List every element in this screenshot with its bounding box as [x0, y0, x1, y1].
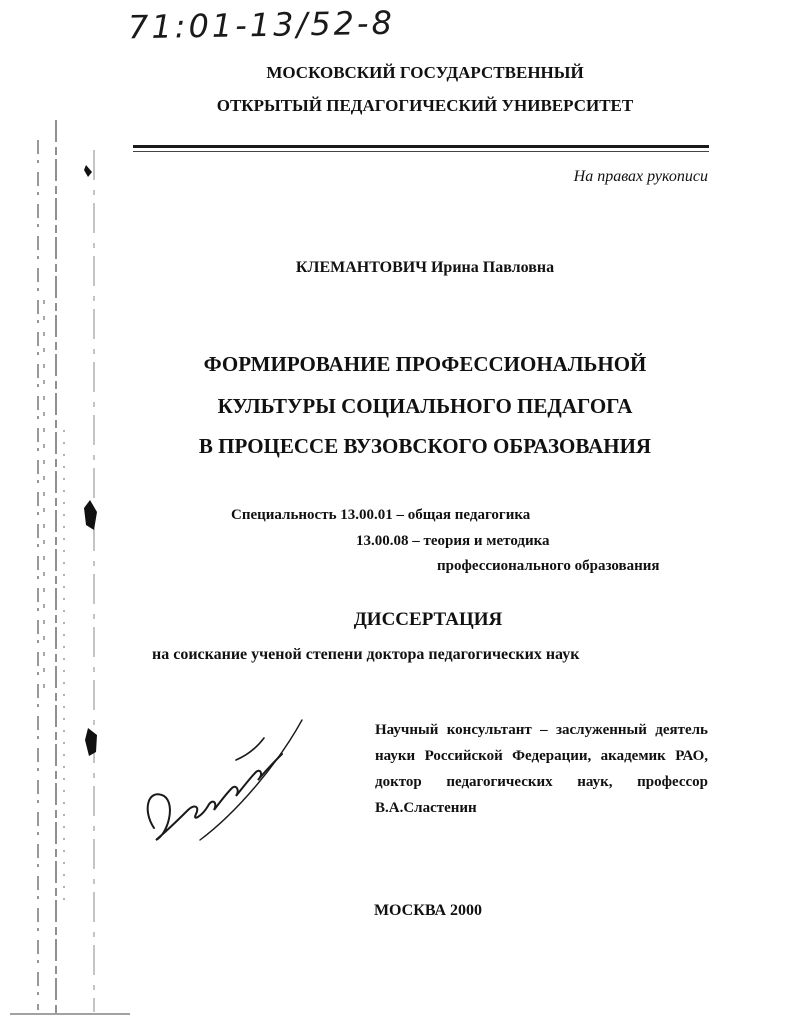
dissertation-subtitle: на соискание ученой степени доктора педагогических наук — [152, 646, 580, 663]
thesis-title-line-1: ФОРМИРОВАНИЕ ПРОФЕССИОНАЛЬНОЙ — [203, 352, 647, 376]
thesis-title-line-3: В ПРОЦЕССЕ ВУЗОВСКОГО ОБРАЗОВАНИЯ — [198, 434, 652, 458]
manuscript-rights-note: На правах рукописи — [573, 168, 708, 185]
scan-margin-marks — [0, 0, 130, 1021]
specialty-line-1: Специальность 13.00.01 – общая педагогика — [231, 507, 531, 523]
dissertation-heading: ДИССЕРТАЦИЯ — [353, 609, 503, 630]
specialty-line-2: 13.00.08 – теория и методика — [356, 533, 550, 549]
specialty-line-3: профессионального образования — [437, 558, 660, 574]
header-rule-thin — [133, 151, 709, 152]
place-and-year: МОСКВА 2000 — [373, 902, 483, 919]
author-name: КЛЕМАНТОВИЧ Ирина Павловна — [295, 259, 555, 276]
thesis-title-line-2: КУЛЬТУРЫ СОЦИАЛЬНОГО ПЕДАГОГА — [217, 394, 633, 418]
university-name-line-2: ОТКРЫТЫЙ ПЕДАГОГИЧЕСКИЙ УНИВЕРСИТЕТ — [216, 96, 634, 115]
shelfmark-number: 71:01-13/52-8 — [127, 3, 396, 47]
handwritten-signature — [140, 710, 310, 850]
university-name-line-1: МОСКОВСКИЙ ГОСУДАРСТВЕННЫЙ — [266, 63, 584, 82]
header-rule-thick — [133, 145, 709, 148]
scientific-consultant: Научный консультант – заслуженный деятель науки Российской Федерации, академик РАО, доктор педагогических наук, профессор В.А.Сластенин — [375, 722, 708, 816]
